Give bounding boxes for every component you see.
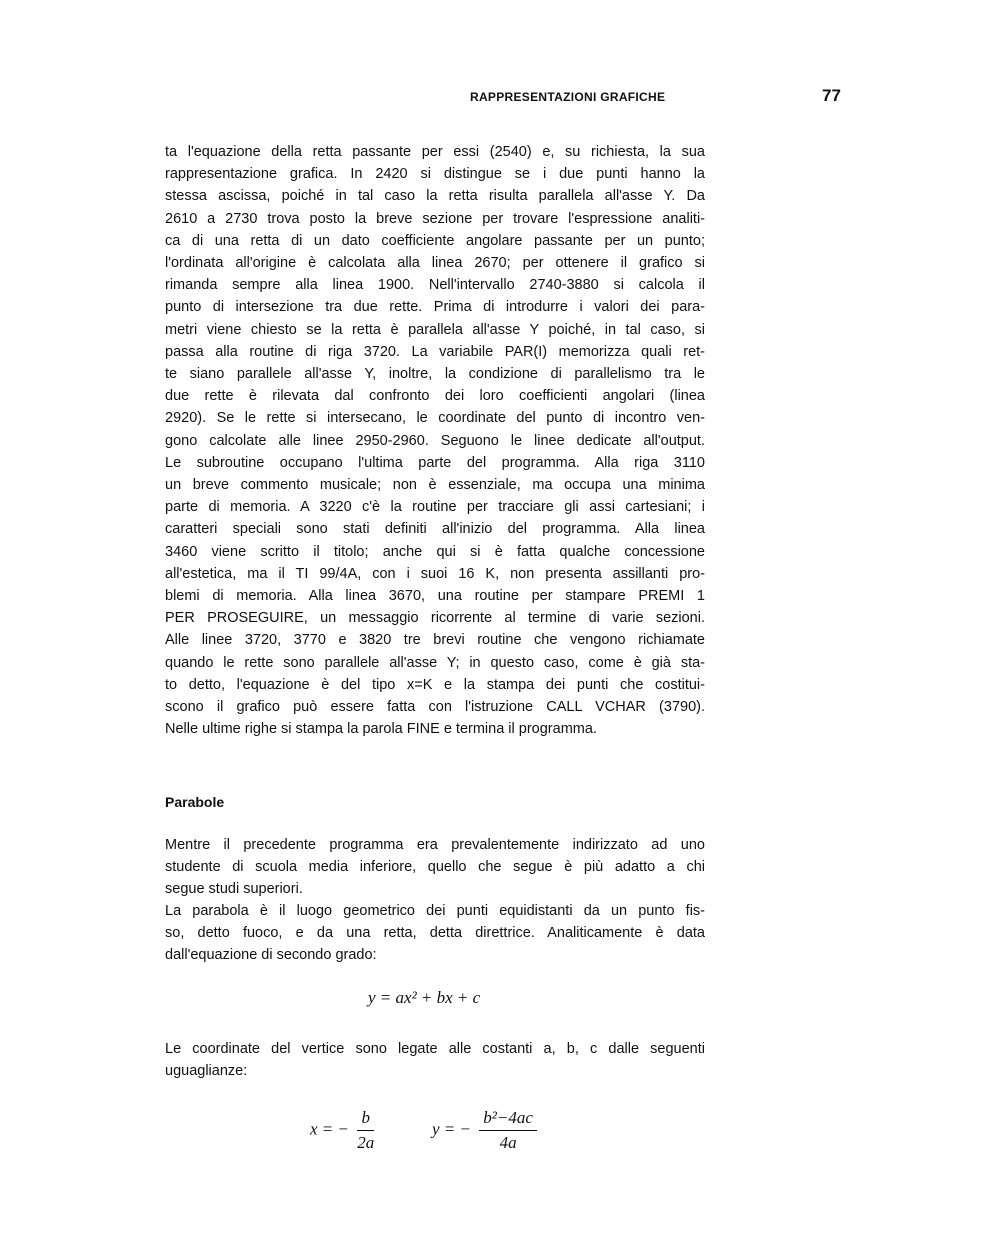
- section-title: Parabole: [165, 794, 225, 810]
- vertex-x-lhs: x = −: [310, 1119, 349, 1139]
- vertex-y-lhs: y = −: [432, 1119, 471, 1139]
- text-line: rimanda sempre alla linea 1900. Nell'intervallo 2740-3880 si calcola il: [165, 277, 705, 294]
- vertex-y-formula: [432, 1108, 537, 1153]
- text-line: 2610 a 2730 trova posto la breve sezione per trovare l'espressione analiti-: [165, 210, 705, 227]
- text-line: studente di scuola media inferiore, quello che segue è più adatto a chi: [165, 859, 705, 875]
- text-line: stessa ascissa, poiché in tal caso la retta risulta parallela all'asse Y. Da: [165, 188, 705, 205]
- text-line: Le coordinate del vertice sono legate alle costanti a, b, c dalle seguenti: [165, 1041, 705, 1057]
- text-line: gono calcolate alle linee 2950-2960. Seguono le linee dedicate all'output.: [165, 432, 705, 449]
- text-line: dall'equazione di secondo grado:: [165, 947, 377, 963]
- text-line: due rette è rilevata dal confronto dei loro coefficienti angolari (linea: [165, 388, 705, 405]
- running-title: RAPPRESENTAZIONI GRAFICHE: [470, 90, 666, 104]
- parabola-equation: y = ax² + bx + c: [368, 988, 481, 1007]
- text-line: all'estetica, ma il TI 99/4A, con i suoi 16 K, non presenta assillanti pro-: [165, 565, 705, 582]
- text-line: un breve commento musicale; non è essenziale, ma occupa una minima: [165, 477, 705, 493]
- text-line: so, detto fuoco, e da una retta, detta direttrice. Analiticamente è data: [165, 925, 705, 941]
- text-line: to detto, l'equazione è del tipo x=K e la stampa dei punti che costitui-: [165, 676, 705, 693]
- text-line: parte di memoria. A 3220 c'è la routine per tracciare gli assi cartesiani; i: [165, 499, 705, 516]
- text-line: rappresentazione grafica. In 2420 si distingue se i due punti hanno la: [165, 166, 705, 183]
- text-line: PER PROSEGUIRE, un messaggio ricorrente al termine di varie sezioni.: [165, 610, 705, 627]
- page-number: 77: [822, 86, 841, 105]
- text-line: Le subroutine occupano l'ultima parte del programma. Alla riga 3110: [165, 454, 705, 471]
- text-line: 2920). Se le rette si intersecano, le coordinate del punto di incontro ven-: [165, 410, 705, 427]
- vertex-x-formula: [310, 1108, 374, 1153]
- text-line: 3460 viene scritto il titolo; anche qui si è fatta qualche concessione: [165, 543, 705, 560]
- vertex-y-fraction: [479, 1108, 537, 1153]
- text-line: blemi di memoria. Alla linea 3670, una routine per stampare PREMI 1: [165, 588, 705, 604]
- vertex-y-denominator: 4a: [499, 1133, 517, 1152]
- text-line: caratteri speciali sono stati definiti all'inizio del programma. Alla linea: [165, 521, 705, 538]
- vertex-x-denominator: 2a: [357, 1133, 375, 1152]
- text-line: l'ordinata all'origine è calcolata alla linea 2670; per ottenere il grafico si: [165, 255, 705, 271]
- text-line: Mentre il precedente programma era prevalentemente indirizzato ad uno: [165, 837, 705, 853]
- vertex-y-numerator: b²−4ac: [479, 1108, 537, 1131]
- text-line: uguaglianze:: [165, 1063, 248, 1079]
- text-line: ta l'equazione della retta passante per essi (2540) e, su richiesta, la sua: [165, 144, 705, 160]
- text-line: Alle linee 3720, 3770 e 3820 tre brevi routine che vengono richiamate: [165, 632, 705, 649]
- text-line: te siano parallele all'asse Y, inoltre, la condizione di parallelismo tra le: [165, 366, 705, 382]
- vertex-x-numerator: b: [357, 1108, 374, 1131]
- text-line: metri viene chiesto se la retta è parallela all'asse Y poiché, in tal caso, si: [165, 321, 705, 338]
- vertex-x-fraction: [357, 1108, 374, 1153]
- text-line: punto di intersezione tra due rette. Prima di introdurre i valori dei para-: [165, 299, 705, 316]
- text-line: La parabola è il luogo geometrico dei punti equidistanti da un punto fis-: [165, 903, 705, 919]
- text-line: Nelle ultime righe si stampa la parola FINE e termina il programma.: [165, 721, 597, 738]
- text-line: segue studi superiori.: [165, 881, 303, 897]
- text-line: quando le rette sono parallele all'asse Y; in questo caso, come è già sta-: [165, 654, 705, 671]
- text-line: passa alla routine di riga 3720. La variabile PAR(I) memorizza quali ret-: [165, 343, 705, 360]
- text-line: scono il grafico può essere fatta con l'istruzione CALL VCHAR (3790).: [165, 699, 705, 715]
- text-line: ca di una retta di un dato coefficiente angolare passante per un punto;: [165, 232, 705, 249]
